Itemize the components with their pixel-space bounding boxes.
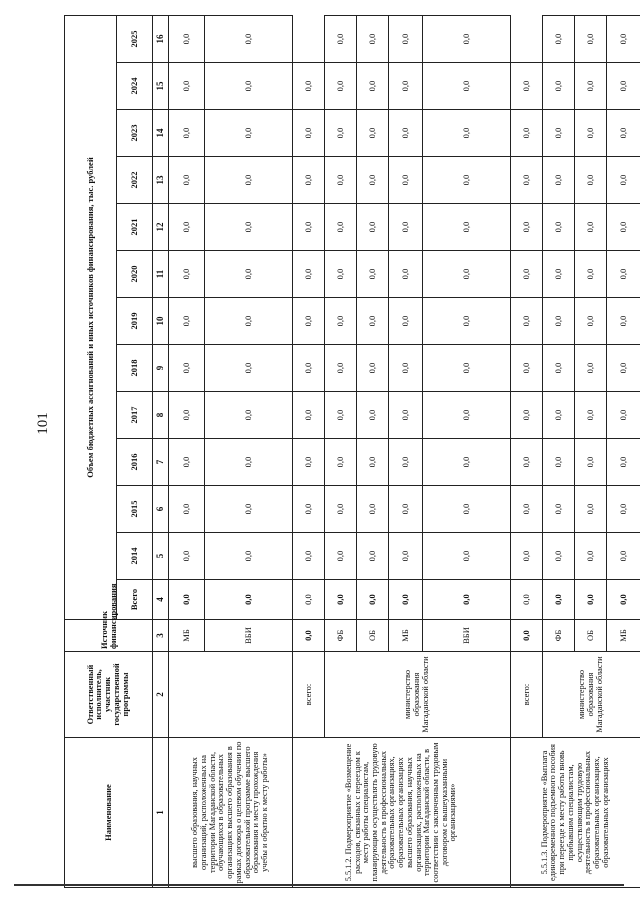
year-value: 0,0 — [325, 157, 357, 204]
year-value: 0,0 — [423, 345, 511, 392]
year-value: 0,0 — [169, 392, 205, 439]
year-value: 0,0 — [575, 392, 607, 439]
header-responsible: Ответственный исполнитель, участник государственной программы — [65, 652, 153, 738]
year-value: 0,0 — [575, 157, 607, 204]
year-value: 0,0 — [511, 251, 543, 298]
year-value: 0,0 — [293, 533, 325, 580]
column-number: 12 — [153, 204, 169, 251]
year-value: 0,0 — [293, 157, 325, 204]
program-item-name: 5.5.1.2. Подмероприятие «Возмещение расходов, связанных с переездом к месту работы специалистам, планирующим осуществлять трудовую деятельность в профессиональных образовательных организациях, образовательных организациях высшего образования, научных организациях, расположенных на территории Магаданской области, в соответствии с заключенным трудовым договором с вышеуказанными организациями» — [293, 738, 511, 888]
table-row — [169, 16, 205, 888]
year-value: 0,0 — [575, 345, 607, 392]
header-year: 2016 — [117, 439, 153, 486]
responsible-executor: министерство образования Магаданской области — [325, 652, 511, 738]
year-value: 0,0 — [293, 298, 325, 345]
funding-source: ВБИ — [205, 620, 293, 652]
header-year: 2023 — [117, 110, 153, 157]
year-value: 0,0 — [511, 63, 543, 110]
year-value: 0,0 — [205, 110, 293, 157]
year-value: 0,0 — [357, 110, 389, 157]
year-value: 0,0 — [423, 110, 511, 157]
year-value: 0,0 — [543, 204, 575, 251]
header-year: 2024 — [117, 63, 153, 110]
column-number: 3 — [153, 620, 169, 652]
year-value: 0,0 — [423, 392, 511, 439]
year-value: 0,0 — [293, 63, 325, 110]
year-value: 0,0 — [293, 486, 325, 533]
table-row — [511, 16, 543, 888]
header-total: Всего — [117, 580, 153, 620]
budget-table-rotated — [64, 15, 629, 888]
year-value: 0,0 — [607, 533, 640, 580]
year-value: 0,0 — [607, 16, 640, 63]
year-value: 0,0 — [607, 298, 640, 345]
year-value: 0,0 — [543, 486, 575, 533]
column-number: 5 — [153, 533, 169, 580]
year-value: 0,0 — [543, 63, 575, 110]
year-value: 0,0 — [325, 533, 357, 580]
year-value: 0,0 — [205, 157, 293, 204]
year-value: 0,0 — [511, 439, 543, 486]
year-value: 0,0 — [423, 204, 511, 251]
funding-source: ФБ — [543, 620, 575, 652]
year-value: 0,0 — [423, 439, 511, 486]
year-value: 0,0 — [169, 533, 205, 580]
year-value: 0,0 — [423, 298, 511, 345]
year-value: 0,0 — [357, 16, 389, 63]
funding-source: ВБИ — [423, 620, 511, 652]
year-value: 0,0 — [325, 251, 357, 298]
year-value: 0,0 — [169, 345, 205, 392]
year-value: 0,0 — [325, 204, 357, 251]
year-value: 0,0 — [325, 392, 357, 439]
year-value: 0,0 — [389, 16, 423, 63]
column-number: 1 — [153, 738, 169, 888]
year-value: 0,0 — [357, 345, 389, 392]
year-value: 0,0 — [543, 298, 575, 345]
year-value: 0,0 — [293, 251, 325, 298]
table-row — [293, 16, 325, 888]
total-value: 0,0 — [607, 580, 640, 620]
column-number: 11 — [153, 251, 169, 298]
year-value: 0,0 — [169, 298, 205, 345]
total-value: 0,0 — [169, 580, 205, 620]
year-value: 0,0 — [511, 392, 543, 439]
year-value: 0,0 — [205, 533, 293, 580]
header-source: Источник финансирования — [65, 620, 153, 652]
total-value: 0,0 — [293, 620, 325, 652]
year-value: 0,0 — [511, 486, 543, 533]
page-number: 101 — [34, 412, 51, 435]
funding-source: МБ — [607, 620, 640, 652]
year-value: 0,0 — [293, 439, 325, 486]
header-year: 2015 — [117, 486, 153, 533]
budget-table — [64, 15, 640, 888]
year-value: 0,0 — [511, 345, 543, 392]
header-name: Наименование — [65, 738, 153, 888]
year-value: 0,0 — [357, 204, 389, 251]
year-value: 0,0 — [543, 345, 575, 392]
year-value: 0,0 — [543, 392, 575, 439]
year-value: 0,0 — [205, 63, 293, 110]
year-value: 0,0 — [293, 580, 325, 620]
year-value: 0,0 — [543, 16, 575, 63]
year-value: 0,0 — [357, 533, 389, 580]
year-value: 0,0 — [575, 16, 607, 63]
year-value: 0,0 — [205, 16, 293, 63]
year-value: 0,0 — [389, 204, 423, 251]
program-item-name: 5.5.1.3. Подмероприятие «Выплата единовременного подъемного пособия при переезде к месту работы вновь прибывшим специалистам, осуществляющим трудовую деятельность в профессиональных образовательных организациях, образовательных организациях — [511, 738, 640, 888]
year-value: 0,0 — [325, 16, 357, 63]
header-year: 2014 — [117, 533, 153, 580]
year-value: 0,0 — [575, 110, 607, 157]
year-value: 0,0 — [325, 63, 357, 110]
year-value: 0,0 — [575, 533, 607, 580]
year-value: 0,0 — [325, 298, 357, 345]
year-value: 0,0 — [389, 392, 423, 439]
year-value: 0,0 — [389, 298, 423, 345]
year-value: 0,0 — [575, 204, 607, 251]
year-value: 0,0 — [205, 298, 293, 345]
column-number: 9 — [153, 345, 169, 392]
page-edge-line — [14, 884, 624, 886]
year-value: 0,0 — [357, 251, 389, 298]
year-value: 0,0 — [357, 439, 389, 486]
year-value: 0,0 — [607, 345, 640, 392]
year-value: 0,0 — [169, 63, 205, 110]
funding-source: ОБ — [357, 620, 389, 652]
header-volume: Объем бюджетных ассигнований и иных источников финансирования, тыс. рублей — [65, 16, 117, 620]
year-value: 0,0 — [543, 533, 575, 580]
year-value: 0,0 — [389, 345, 423, 392]
year-value: 0,0 — [511, 157, 543, 204]
year-value: 0,0 — [607, 204, 640, 251]
total-value: 0,0 — [389, 580, 423, 620]
year-value: 0,0 — [357, 298, 389, 345]
year-value: 0,0 — [423, 486, 511, 533]
year-value: 0,0 — [389, 251, 423, 298]
year-value: 0,0 — [169, 439, 205, 486]
year-value: 0,0 — [169, 16, 205, 63]
year-value: 0,0 — [607, 157, 640, 204]
year-value: 0,0 — [325, 486, 357, 533]
year-value: 0,0 — [293, 204, 325, 251]
year-value: 0,0 — [169, 110, 205, 157]
year-value: 0,0 — [205, 204, 293, 251]
year-value: 0,0 — [357, 157, 389, 204]
header-year: 2018 — [117, 345, 153, 392]
year-value: 0,0 — [389, 439, 423, 486]
year-value: 0,0 — [575, 298, 607, 345]
year-value: 0,0 — [293, 392, 325, 439]
year-value: 0,0 — [389, 486, 423, 533]
funding-source: МБ — [169, 620, 205, 652]
year-value: 0,0 — [389, 157, 423, 204]
responsible-executor: министерство образования Магаданской области — [543, 652, 640, 738]
column-number: 15 — [153, 63, 169, 110]
year-value: 0,0 — [607, 110, 640, 157]
column-number: 2 — [153, 652, 169, 738]
total-value: 0,0 — [205, 580, 293, 620]
year-value: 0,0 — [423, 251, 511, 298]
year-value: 0,0 — [293, 110, 325, 157]
total-value: 0,0 — [543, 580, 575, 620]
year-value: 0,0 — [607, 63, 640, 110]
header-year: 2021 — [117, 204, 153, 251]
funding-source: МБ — [389, 620, 423, 652]
year-value: 0,0 — [511, 580, 543, 620]
column-number: 4 — [153, 580, 169, 620]
year-value: 0,0 — [575, 63, 607, 110]
year-value: 0,0 — [169, 157, 205, 204]
year-value: 0,0 — [423, 16, 511, 63]
header-year: 2017 — [117, 392, 153, 439]
year-value: 0,0 — [511, 204, 543, 251]
year-value: 0,0 — [389, 533, 423, 580]
year-value: 0,0 — [205, 486, 293, 533]
year-value: 0,0 — [205, 345, 293, 392]
column-number: 8 — [153, 392, 169, 439]
funding-source: всего: — [293, 652, 325, 738]
year-value: 0,0 — [205, 251, 293, 298]
year-value: 0,0 — [575, 439, 607, 486]
total-value: 0,0 — [423, 580, 511, 620]
year-value: 0,0 — [511, 298, 543, 345]
year-value: 0,0 — [293, 345, 325, 392]
year-value: 0,0 — [169, 251, 205, 298]
year-value: 0,0 — [575, 251, 607, 298]
year-value: 0,0 — [205, 439, 293, 486]
year-value: 0,0 — [325, 439, 357, 486]
funding-source: ОБ — [575, 620, 607, 652]
year-value: 0,0 — [169, 204, 205, 251]
program-item-name: высшего образования, научных организаций, расположенных на территории Магаданской области, обучающихся в образовательных организациях высшего образования в рамках договора о целевом обучении по образовательной программе высшего образования и месту прохождения учебы и обратно к месту работы» — [169, 738, 293, 888]
header-year: 2020 — [117, 251, 153, 298]
year-value: 0,0 — [511, 533, 543, 580]
year-value: 0,0 — [325, 110, 357, 157]
year-value: 0,0 — [325, 345, 357, 392]
year-value: 0,0 — [423, 533, 511, 580]
year-value: 0,0 — [607, 439, 640, 486]
year-value: 0,0 — [511, 110, 543, 157]
column-number: 14 — [153, 110, 169, 157]
year-value: 0,0 — [357, 486, 389, 533]
responsible-executor — [169, 652, 293, 738]
total-value: 0,0 — [357, 580, 389, 620]
year-value: 0,0 — [607, 486, 640, 533]
year-value: 0,0 — [607, 251, 640, 298]
year-value: 0,0 — [389, 110, 423, 157]
year-value: 0,0 — [423, 63, 511, 110]
column-number: 7 — [153, 439, 169, 486]
year-value: 0,0 — [543, 251, 575, 298]
column-number: 16 — [153, 16, 169, 63]
year-value: 0,0 — [389, 63, 423, 110]
funding-source: ФБ — [325, 620, 357, 652]
column-number: 6 — [153, 486, 169, 533]
year-value: 0,0 — [169, 486, 205, 533]
year-value: 0,0 — [543, 439, 575, 486]
year-value: 0,0 — [543, 110, 575, 157]
year-value: 0,0 — [607, 392, 640, 439]
funding-source: всего: — [511, 652, 543, 738]
header-year: 2025 — [117, 16, 153, 63]
total-value: 0,0 — [325, 580, 357, 620]
year-value: 0,0 — [423, 157, 511, 204]
column-number: 10 — [153, 298, 169, 345]
year-value: 0,0 — [205, 392, 293, 439]
total-value: 0,0 — [575, 580, 607, 620]
year-value: 0,0 — [543, 157, 575, 204]
total-value: 0,0 — [511, 620, 543, 652]
column-number: 13 — [153, 157, 169, 204]
header-year: 2022 — [117, 157, 153, 204]
year-value: 0,0 — [357, 392, 389, 439]
header-year: 2019 — [117, 298, 153, 345]
year-value: 0,0 — [357, 63, 389, 110]
year-value: 0,0 — [575, 486, 607, 533]
